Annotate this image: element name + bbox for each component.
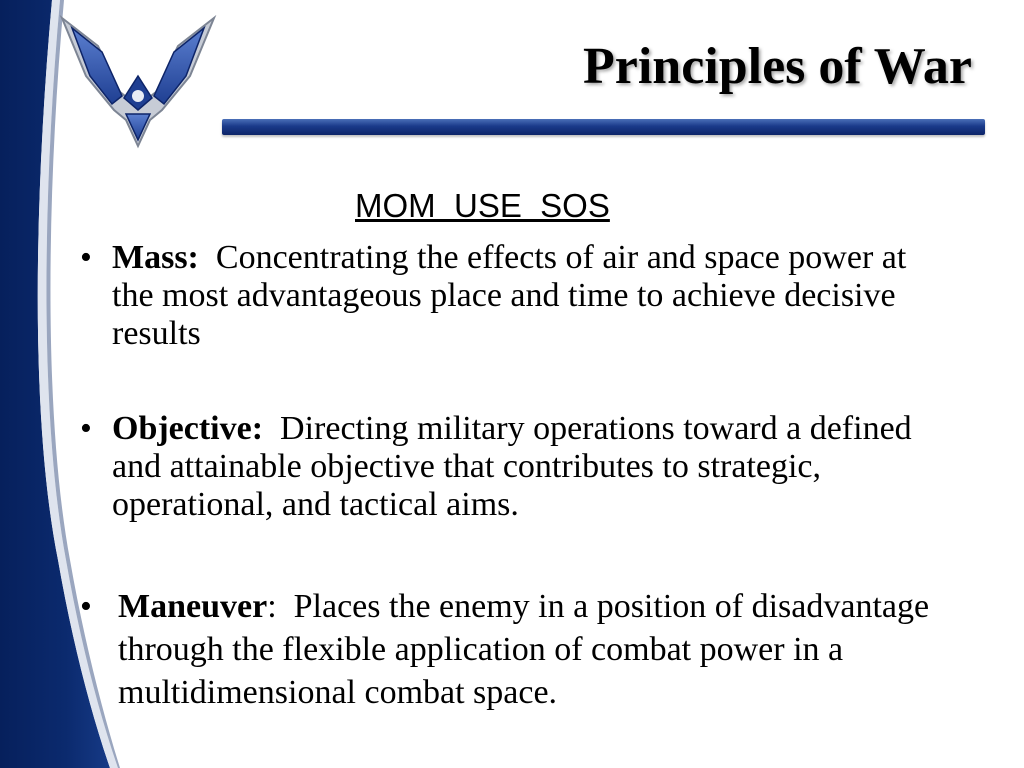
bullet-term: Maneuver — [118, 588, 268, 625]
bullet-marker: • — [80, 588, 92, 625]
bullet-text: Places the enemy in a position of disadvantage through the flexible application of combat power in a multidimensional combat space. — [118, 588, 938, 711]
bullet-separator: : — [267, 588, 277, 625]
bullet-objective — [80, 410, 940, 524]
bullet-text: Directing military operations toward a defined and attainable objective that contributes to strategic, operational, and tactical aims. — [112, 410, 921, 523]
bullet-maneuver — [80, 585, 960, 714]
bullet-body — [112, 239, 940, 353]
bullet-mass — [80, 239, 940, 353]
bullet-text: Concentrating the effects of air and space power at the most advantageous place and time to achieve decisive results — [112, 239, 915, 352]
bullet-body — [112, 410, 940, 524]
slide-subtitle: MOM USE SOS — [355, 187, 610, 224]
bullet-body — [118, 585, 960, 714]
air-force-symbol-icon — [58, 6, 218, 154]
bullet-marker: • — [80, 410, 92, 447]
bullet-term: Mass: — [112, 239, 199, 276]
title-underline-rule — [222, 119, 985, 135]
bullet-marker: • — [80, 239, 92, 276]
bullet-term: Objective: — [112, 410, 264, 447]
slide-title: Principles of War — [582, 38, 972, 95]
